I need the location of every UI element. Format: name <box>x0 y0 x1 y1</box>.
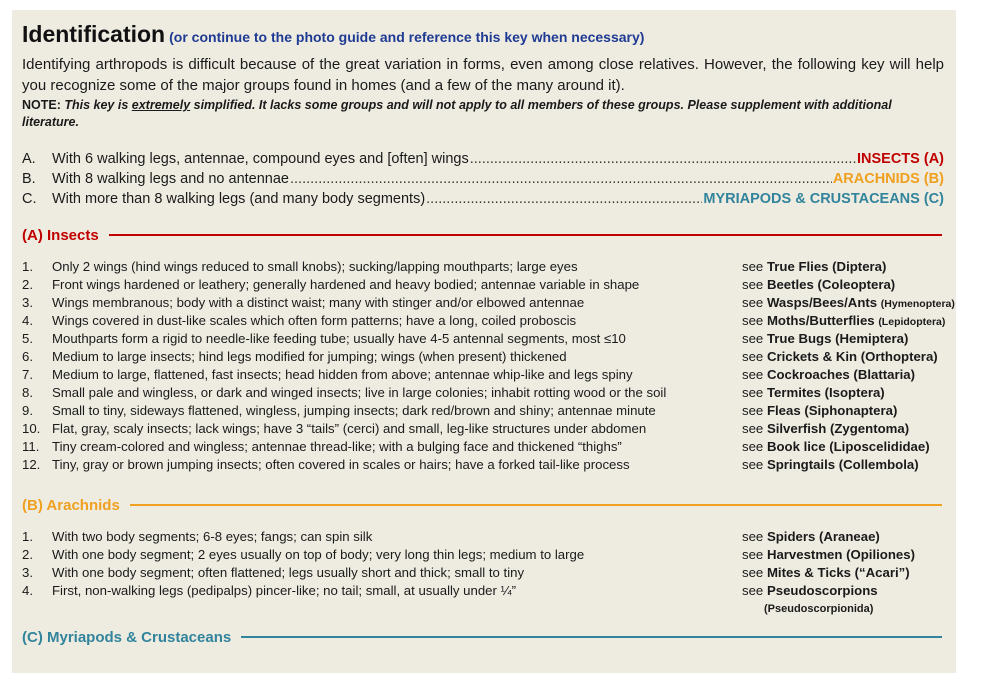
group-name-text: Beetles (Coleoptera) <box>766 277 896 292</box>
key-list <box>22 149 944 209</box>
item-description: Mouthparts form a rigid to needle-like feeding tube; usually have 4-5 antennal segments, most ≤10 <box>52 331 626 346</box>
intro-paragraph: Identifying arthropods is difficult because of the great variation in forms, even among close relatives. However, the following key will help you recognize some of the major groups found in homes (and a few of the many around it). <box>22 56 944 94</box>
item-description: With two body segments; 6-8 eyes; fangs; can spin silk <box>52 529 373 544</box>
group-name-text: Cockroaches (Blattaria) <box>766 367 915 382</box>
section-insects-header <box>22 224 944 246</box>
see-label: see <box>742 583 767 598</box>
key-text: With 8 walking legs and no antennae <box>52 171 289 187</box>
item-number: 2. <box>22 547 33 562</box>
section-myriapods-header <box>22 626 944 648</box>
group-name-text: Fleas (Siphonaptera) <box>766 403 898 418</box>
item-reference <box>742 402 897 420</box>
see-label: see <box>742 565 767 580</box>
group-name-text: Harvestmen (Opiliones) <box>766 547 915 562</box>
item-description: Wings covered in dust-like scales which often form patterns; have a long, coiled proboscis <box>52 313 577 328</box>
item-reference <box>742 546 915 564</box>
group-name-text: Moths/Butterflies <box>766 313 879 328</box>
list-item <box>22 294 955 312</box>
item-number: 12. <box>22 457 41 472</box>
list-item <box>22 582 944 600</box>
group-name <box>767 313 945 328</box>
see-label: see <box>742 313 767 328</box>
section-divider-myriapods <box>241 636 942 638</box>
list-item <box>22 564 944 582</box>
note-emphasis: extremely <box>131 98 191 112</box>
group-name <box>767 331 908 346</box>
see-label: see <box>742 367 767 382</box>
item-reference <box>742 330 908 348</box>
key-row <box>22 149 944 169</box>
item-description: Tiny cream-colored and wingless; antennae thread-like; with a bulging face and thickened “thighs” <box>52 439 622 454</box>
item-number: 9. <box>22 403 33 418</box>
section-divider-arachnids <box>130 504 942 506</box>
group-name <box>767 385 885 400</box>
see-label: see <box>742 385 767 400</box>
item-description: Only 2 wings (hind wings reduced to small knobs); sucking/lapping mouthparts; large eyes <box>52 259 578 274</box>
item-number: 5. <box>22 331 33 346</box>
group-name <box>767 547 915 562</box>
item-reference <box>742 258 886 276</box>
key-letter: A. <box>22 151 36 167</box>
item-reference <box>742 366 915 384</box>
item-number: 2. <box>22 277 33 292</box>
group-name <box>767 259 886 274</box>
item-reference <box>742 348 938 366</box>
pseudoscorpion-order: (Pseudoscorpionida) <box>764 603 874 615</box>
key-leader-dots <box>426 189 702 209</box>
group-name <box>767 439 930 454</box>
item-description: First, non-walking legs (pedipalps) pincer-like; no tail; small, at usually under ¼” <box>52 583 516 598</box>
group-order-small: (Hymenoptera) <box>880 298 955 310</box>
see-label: see <box>742 403 767 418</box>
list-item <box>22 384 944 402</box>
item-number: 6. <box>22 349 33 364</box>
item-number: 7. <box>22 367 33 382</box>
item-number: 8. <box>22 385 33 400</box>
item-reference <box>742 456 919 474</box>
list-item <box>22 366 944 384</box>
group-name-text: Wasps/Bees/Ants <box>766 295 881 310</box>
group-name-text: Book lice (Liposcelididae) <box>766 439 930 454</box>
key-leader-dots <box>470 149 856 169</box>
list-item <box>22 312 944 330</box>
group-name-text: Mites & Ticks (“Acari”) <box>766 565 910 580</box>
see-label: see <box>742 457 767 472</box>
key-row <box>22 189 944 209</box>
key-leader-dots <box>290 169 832 189</box>
see-label: see <box>742 529 767 544</box>
identification-card <box>12 10 956 673</box>
section-arachnids-header <box>22 494 944 516</box>
item-reference <box>742 528 880 546</box>
group-name <box>767 277 895 292</box>
item-reference <box>742 438 930 456</box>
item-description: Small to tiny, sideways flattened, wingless, jumping insects; dark red/brown and shiny; antennae minute <box>52 403 656 418</box>
see-label: see <box>742 547 767 562</box>
see-label: see <box>742 439 767 454</box>
item-description: Front wings hardened or leathery; generally hardened and heavy bodied; antennae variable in shape <box>52 277 640 292</box>
group-name-text: True Bugs (Hemiptera) <box>766 331 909 346</box>
section-heading-arachnids: (B) Arachnids <box>22 496 120 514</box>
item-number: 4. <box>22 583 33 598</box>
list-item <box>22 546 944 564</box>
item-reference <box>742 384 885 402</box>
group-name <box>767 421 909 436</box>
see-label: see <box>742 295 767 310</box>
list-item <box>22 528 944 546</box>
section-divider-insects <box>109 234 942 236</box>
item-number: 11. <box>22 439 40 454</box>
see-label: see <box>742 277 767 292</box>
item-number: 3. <box>22 295 33 310</box>
key-text: With more than 8 walking legs (and many body segments) <box>52 191 426 207</box>
item-description: Wings membranous; body with a distinct waist; many with stinger and/or elbowed antennae <box>52 295 585 310</box>
item-description: Flat, gray, scaly insects; lack wings; have 3 “tails” (cerci) and small, leg-like structures under abdomen <box>52 421 647 436</box>
item-reference <box>742 564 910 582</box>
note-paragraph <box>22 97 944 131</box>
key-result: ARACHNIDS (B) <box>832 171 944 187</box>
key-letter: C. <box>22 191 37 207</box>
note-label: NOTE: <box>22 98 61 112</box>
item-reference <box>742 582 878 600</box>
group-name-text: Crickets & Kin (Orthoptera) <box>766 349 938 364</box>
group-name-text: Pseudoscorpions <box>766 583 878 598</box>
group-name-text: Spiders (Araneae) <box>766 529 880 544</box>
list-item <box>22 402 944 420</box>
list-item <box>22 348 944 366</box>
list-item <box>22 258 944 276</box>
list-item <box>22 420 944 438</box>
group-name-text: Silverfish (Zygentoma) <box>766 421 910 436</box>
item-description: Tiny, gray or brown jumping insects; often covered in scales or hairs; have a forked tail-like process <box>52 457 630 472</box>
arachnid-items <box>22 528 944 600</box>
key-result: INSECTS (A) <box>857 151 944 167</box>
list-item <box>22 438 944 456</box>
list-item <box>22 456 944 474</box>
note-text-pre: This key is <box>60 98 132 112</box>
item-reference <box>742 276 895 294</box>
group-name-text: Termites (Isoptera) <box>766 385 885 400</box>
item-number: 1. <box>22 259 33 274</box>
item-description: Medium to large, flattened, fast insects; head hidden from above; antennae whip-like and legs spiny <box>52 367 633 382</box>
item-number: 10. <box>22 421 41 436</box>
see-label: see <box>742 349 767 364</box>
group-name <box>767 565 910 580</box>
group-name-text: True Flies (Diptera) <box>766 259 887 274</box>
title-row <box>22 20 944 52</box>
group-order-small: (Lepidoptera) <box>878 316 946 328</box>
item-number: 3. <box>22 565 33 580</box>
list-item <box>22 330 944 348</box>
see-label: see <box>742 331 767 346</box>
section-heading-insects: (A) Insects <box>22 226 99 244</box>
item-number: 4. <box>22 313 33 328</box>
group-name <box>767 403 897 418</box>
item-reference <box>742 420 909 438</box>
note-text-post: simplified. It lacks some groups and will not apply to all members of these groups. Please supplement with additional literature. <box>22 98 892 129</box>
item-reference <box>742 294 955 312</box>
item-description: With one body segment; often flattened; legs usually short and thick; small to tiny <box>52 565 525 580</box>
item-description: Small pale and wingless, or dark and winged insects; live in large colonies; inhabit rotting wood or the soil <box>52 385 667 400</box>
item-number: 1. <box>22 529 33 544</box>
item-description: With one body segment; 2 eyes usually on top of body; very long thin legs; medium to large <box>52 547 585 562</box>
group-name <box>767 367 915 382</box>
group-name-text: Springtails (Collembola) <box>766 457 919 472</box>
key-row <box>22 169 944 189</box>
key-result: MYRIAPODS & CRUSTACEANS (C) <box>703 191 944 207</box>
group-name <box>767 529 880 544</box>
group-name <box>767 295 955 310</box>
item-reference <box>742 312 945 330</box>
section-heading-myriapods: (C) Myriapods & Crustaceans <box>22 628 232 646</box>
page-subtitle: (or continue to the photo guide and reference this key when necessary) <box>169 29 645 45</box>
list-item <box>22 276 944 294</box>
key-text: With 6 walking legs, antennae, compound eyes and [often] wings <box>52 151 469 167</box>
insect-items <box>22 258 955 474</box>
group-name <box>767 457 919 472</box>
key-letter: B. <box>22 171 36 187</box>
page-title: Identification <box>22 21 166 47</box>
group-name <box>767 349 938 364</box>
group-name <box>767 583 878 598</box>
item-description: Medium to large insects; hind legs modified for jumping; wings (when present) thickened <box>52 349 567 364</box>
see-label: see <box>742 259 767 274</box>
see-label: see <box>742 421 767 436</box>
